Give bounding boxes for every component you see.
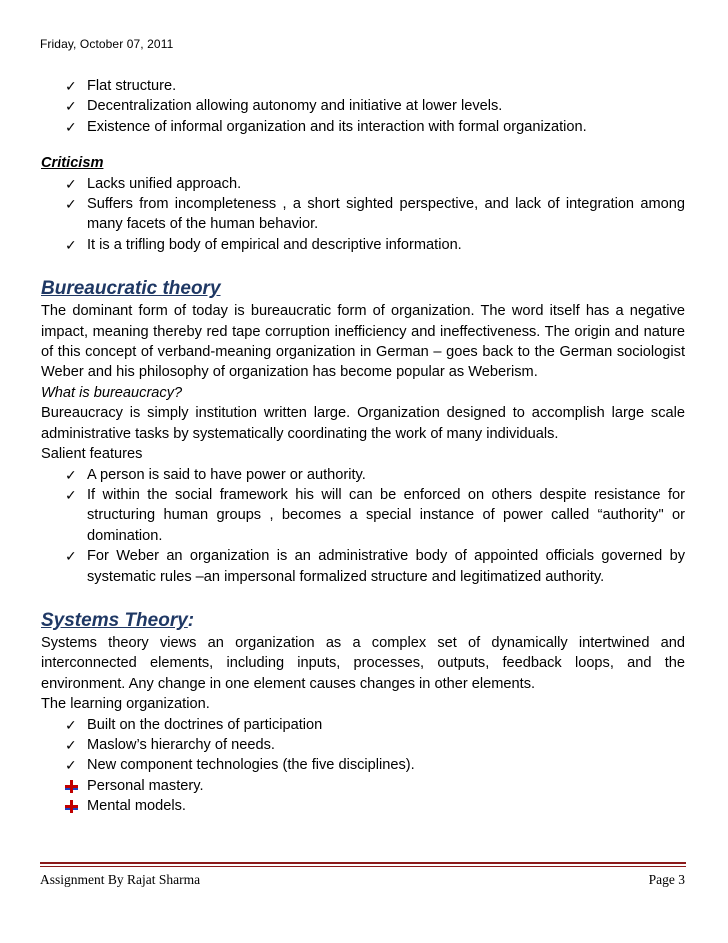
checkmark-icon: ✓ xyxy=(65,486,77,503)
learning-organization-list xyxy=(41,715,685,817)
salient-features-label: Salient features xyxy=(41,446,143,463)
salient-features-list xyxy=(41,465,685,587)
criticism-list xyxy=(41,174,685,256)
bureaucracy-question: What is bureaucracy? xyxy=(41,384,183,401)
checkmark-icon: ✓ xyxy=(65,196,77,213)
page-content xyxy=(41,76,685,817)
header-date: Friday, October 07, 2011 xyxy=(40,37,174,51)
list-item: ✓ Built on the doctrines of participation xyxy=(41,715,685,735)
footer-divider-thin xyxy=(40,866,686,867)
checkmark-icon: ✓ xyxy=(65,736,77,753)
checkmark-icon: ✓ xyxy=(65,716,77,733)
bureaucratic-theory-heading: Bureaucratic theory xyxy=(41,278,221,300)
list-item: ✓ If within the social framework his will can be enforced on others despite resistance for structuring human groups , becomes a special instance of power called “authority" or domination. xyxy=(65,486,685,544)
list-item: ✓ For Weber an organization is an administrative body of appointed officials governed by systematic rules –an impersonal formalized structure and legitimatized authority. xyxy=(65,548,685,585)
list-item: ✓ A person is said to have power or authority. xyxy=(41,465,685,485)
checkmark-icon: ✓ xyxy=(65,98,77,115)
checkmark-icon: ✓ xyxy=(65,78,77,94)
footer-author: Assignment By Rajat Sharma xyxy=(40,872,201,887)
flag-bullet-icon xyxy=(65,776,81,796)
checkmark-icon: ✓ xyxy=(65,466,77,483)
list-item: ✓ New component technologies (the five disciplines). xyxy=(41,755,685,775)
learning-organization-label: The learning organization. xyxy=(41,696,210,713)
bureaucracy-definition: Bureaucracy is simply institution written large. Organization designed to accomplish large scale administrative tasks by systematically coordinating the work of many individuals. xyxy=(41,405,685,442)
systems-theory-heading: Systems Theory: xyxy=(41,609,195,631)
list-item: ✓ It is a trifling body of empirical and descriptive information. xyxy=(41,235,685,255)
list-item: ✓ Suffers from incompleteness , a short sighted perspective, and lack of integration among many facets of the human behavior. xyxy=(65,196,685,233)
list-item: ✓ Existence of informal organization and its interaction with formal organization. xyxy=(41,117,685,137)
checkmark-icon: ✓ xyxy=(65,118,77,135)
flag-bullet-icon xyxy=(65,796,81,816)
list-item: Mental models. xyxy=(41,796,685,816)
list-item: ✓ Maslow’s hierarchy of needs. xyxy=(41,735,685,755)
list-item: ✓ Decentralization allowing autonomy and initiative at lower levels. xyxy=(41,96,685,116)
criticism-heading: Criticism xyxy=(41,155,104,172)
list-item: ✓ Lacks unified approach. xyxy=(41,174,685,194)
intro-list xyxy=(41,76,685,137)
checkmark-icon: ✓ xyxy=(65,548,77,565)
footer-divider xyxy=(40,862,686,864)
checkmark-icon: ✓ xyxy=(65,757,77,774)
bureaucratic-paragraph: The dominant form of today is bureaucratic form of organization. The word itself has a negative impact, meaning thereby red tape corruption inefficiency and ineffectiveness. The origin and nature of this concept of verband-meaning organization in German – goes back to the German sociologist Weber and his philosophy of organization has become popular as Weberism. xyxy=(41,303,685,381)
checkmark-icon: ✓ xyxy=(65,175,77,192)
list-item: Personal mastery. xyxy=(41,776,685,796)
list-item: ✓ Flat structure. xyxy=(41,76,685,96)
page-number: Page 3 xyxy=(648,872,685,887)
systems-paragraph: Systems theory views an organization as a complex set of dynamically intertwined and interconnected elements, including inputs, processes, outputs, feedback loops, and the environment. Any change in one element causes changes in other elements. xyxy=(41,634,685,692)
checkmark-icon: ✓ xyxy=(65,236,77,253)
